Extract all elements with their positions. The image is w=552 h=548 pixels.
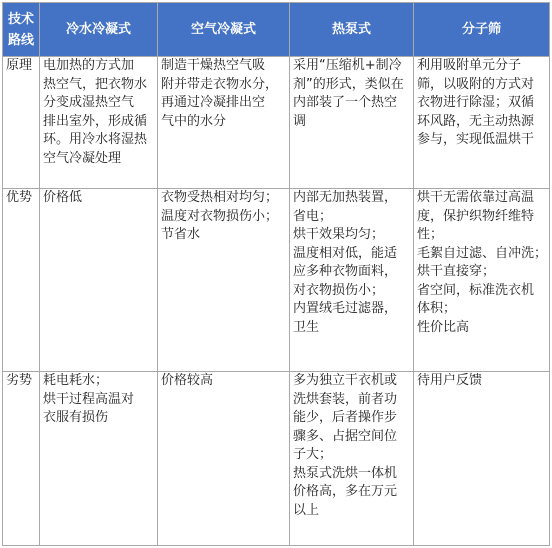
header-air-condensing: 空气冷凝式 (158, 3, 290, 57)
header-row (3, 3, 550, 57)
header-molecular-sieve: 分子筛 (414, 3, 550, 57)
cell-dis-sieve: 待用户反馈 (414, 372, 550, 546)
cell-adv-heatpump: 内部无加热装置， 省电； 烘干效果均匀； 温度相对低，能适 应多种衣物面料， 对衣物损伤小； 内置绒毛过滤器， 卫生 (290, 189, 414, 372)
row-label-principle: 原理 (3, 57, 40, 189)
table-row-advantages (3, 189, 550, 372)
header-water-condensing: 冷水冷凝式 (40, 3, 158, 57)
cell-dis-air: 价格较高 (158, 372, 290, 546)
table-row-disadvantages (3, 372, 550, 546)
table-row-principle (3, 57, 550, 189)
header-corner: 技术 路线 (3, 3, 40, 57)
comparison-table (2, 2, 550, 546)
cell-dis-water: 耗电耗水； 烘干过程高温对 衣服有损伤 (40, 372, 158, 546)
cell-principle-sieve: 利用吸附单元分子 筛，以吸附的方式对 衣物进行除湿；双循 环风路，无主动热源 参与，实现低温烘干 (414, 57, 550, 189)
row-label-disadvantages: 劣势 (3, 372, 40, 546)
cell-adv-sieve: 烘干无需依靠过高温 度，保护织物纤维特 性； 毛絮自过滤、自冲洗； 烘干直接穿； 省空间，标准洗衣机 体积； 性价比高 (414, 189, 550, 372)
cell-principle-heatpump: 采用“压缩机+制冷 剂”的形式，类似在 内部装了一个热空 调 (290, 57, 414, 189)
cell-principle-water: 电加热的方式加 热空气，把衣物水 分变成湿热空气 排出室外，形成循 环。用冷水将湿热 空气冷凝处理 (40, 57, 158, 189)
header-heat-pump: 热泵式 (290, 3, 414, 57)
cell-dis-heatpump: 多为独立干衣机或 洗烘套装，前者功 能少，后者操作步 骤多、占据空间位 子大； 热泵式洗烘一体机 价格高，多在万元 以上 (290, 372, 414, 546)
cell-principle-air: 制造干燥热空气吸 附并带走衣物水分， 再通过冷凝排出空 气中的水分 (158, 57, 290, 189)
row-label-advantages: 优势 (3, 189, 40, 372)
cell-adv-water: 价格低 (40, 189, 158, 372)
cell-adv-air: 衣物受热相对均匀； 温度对衣物损伤小； 节省水 (158, 189, 290, 372)
